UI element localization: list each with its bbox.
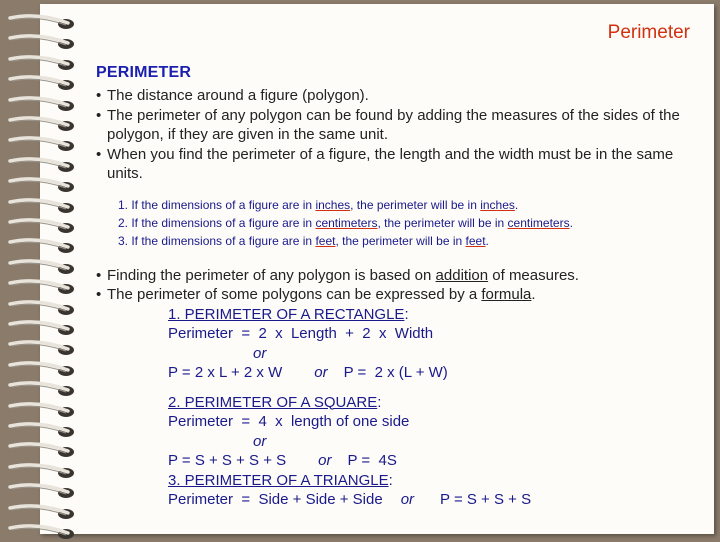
or-label — [168, 432, 706, 452]
square-title — [168, 393, 706, 413]
bullet-text: The perimeter of any polygon can be found by adding the measures of the sides of the polygon, if they are given in the same unit. — [107, 106, 680, 143]
or-label — [168, 344, 706, 364]
colon: : — [377, 393, 382, 411]
bullet-text: When you find the perimeter of a figure, the length and the width must be in the same units. — [107, 145, 674, 182]
item-text: 1. If the dimensions of a figure are in — [118, 197, 316, 212]
rectangle-formula-2 — [168, 363, 706, 383]
formula-text: P = 4S — [347, 452, 397, 469]
bullet-dot-icon: • — [96, 266, 102, 284]
binding-ring-icon — [8, 55, 78, 73]
item-text: , the perimeter will be in — [377, 215, 508, 230]
binding-ring-icon — [8, 524, 78, 542]
bullet-addition — [96, 266, 706, 286]
binding-ring-icon — [8, 483, 78, 501]
item-text: , the perimeter will be in — [350, 197, 481, 212]
binding-ring-icon — [8, 381, 78, 399]
rectangle-formula-1: Perimeter = 2 x Length + 2 x Width — [168, 325, 434, 342]
unit-word: inches — [315, 197, 351, 212]
binding-ring-icon — [8, 177, 78, 195]
numbered-item-centimeters — [118, 214, 706, 232]
bullet-text: of measures. — [488, 266, 579, 284]
binding-ring-icon — [8, 238, 78, 256]
binding-ring-icon — [8, 96, 78, 114]
bullet-dot-icon: • — [96, 286, 102, 303]
square-formula-2 — [168, 451, 706, 471]
numbered-item-inches — [118, 196, 706, 214]
binding-ring-icon — [8, 136, 78, 154]
bullet-dot-icon: • — [96, 145, 102, 163]
binding-ring-icon — [8, 361, 78, 379]
square-title-text: 2. PERIMETER OF A SQUARE — [168, 393, 378, 411]
square-formula-1: Perimeter = 4 x length of one side — [168, 413, 410, 430]
triangle-title-text: 3. PERIMETER OF A TRIANGLE — [168, 471, 389, 489]
bullet-text: The distance around a figure (polygon). — [107, 87, 369, 104]
spiral-binding — [0, 0, 80, 540]
binding-ring-icon — [8, 259, 78, 277]
binding-ring-icon — [8, 442, 78, 460]
binding-ring-icon — [8, 279, 78, 297]
item-text: . — [514, 197, 519, 212]
bullet-dot-icon: • — [96, 87, 102, 104]
item-text: . — [485, 233, 489, 248]
keyword-formula: formula — [481, 286, 532, 303]
item-text: 2. If the dimensions of a figure are in — [118, 215, 316, 230]
binding-ring-icon — [8, 34, 78, 52]
or-text: or — [318, 452, 332, 469]
slide-title: Perimeter — [607, 22, 690, 43]
formula-text: P = 2 x (L + W) — [343, 364, 448, 381]
or-text: or — [253, 344, 267, 362]
keyword-addition: addition — [435, 266, 489, 284]
bullet-adding-sides — [96, 106, 706, 145]
binding-ring-icon — [8, 14, 78, 32]
bullet-text: Finding the perimeter of any polygon is based on — [107, 266, 436, 284]
binding-ring-icon — [8, 157, 78, 175]
bullet-dot-icon: • — [96, 106, 102, 124]
numbered-item-feet — [118, 232, 706, 250]
binding-ring-icon — [8, 504, 78, 522]
section-heading: PERIMETER — [96, 64, 192, 81]
rectangle-title — [168, 305, 706, 325]
binding-ring-icon — [8, 402, 78, 420]
triangle-title — [168, 471, 706, 491]
formula-text: Perimeter = Side + Side + Side — [168, 491, 383, 508]
or-text: or — [400, 491, 415, 508]
binding-ring-icon — [8, 340, 78, 358]
bullet-formula — [96, 285, 706, 305]
numbered-list — [118, 196, 706, 250]
binding-ring-icon — [8, 116, 78, 134]
or-text: or — [314, 364, 328, 381]
unit-word: feet — [465, 233, 486, 248]
binding-ring-icon — [8, 463, 78, 481]
item-text: , the perimeter will be in — [335, 233, 466, 248]
formula-text: P = S + S + S — [440, 491, 532, 508]
colon: : — [404, 305, 409, 323]
binding-ring-icon — [8, 218, 78, 236]
formula-block — [168, 305, 706, 510]
colon: : — [388, 471, 393, 489]
bullet-same-units — [96, 145, 706, 184]
slide-content — [96, 64, 706, 510]
bullet-text: The perimeter of some polygons can be expressed by a — [107, 286, 482, 303]
binding-ring-icon — [8, 320, 78, 338]
unit-word: centimeters — [315, 215, 378, 230]
binding-ring-icon — [8, 422, 78, 440]
formula-text: P = S + S + S + S — [168, 452, 287, 469]
unit-word: inches — [480, 197, 515, 212]
binding-ring-icon — [8, 300, 78, 318]
binding-ring-icon — [8, 75, 78, 93]
triangle-formula — [168, 490, 706, 510]
bullet-text: . — [531, 286, 536, 303]
unit-word: feet — [315, 233, 336, 248]
formula-text: P = 2 x L + 2 x W — [168, 364, 283, 381]
item-text: 3. If the dimensions of a figure are in — [118, 233, 316, 248]
rectangle-title-text: 1. PERIMETER OF A RECTANGLE — [168, 305, 405, 323]
bullet-definition — [96, 86, 706, 106]
binding-ring-icon — [8, 198, 78, 216]
unit-word: centimeters — [507, 215, 570, 230]
or-text: or — [253, 432, 267, 450]
item-text: . — [569, 215, 573, 230]
